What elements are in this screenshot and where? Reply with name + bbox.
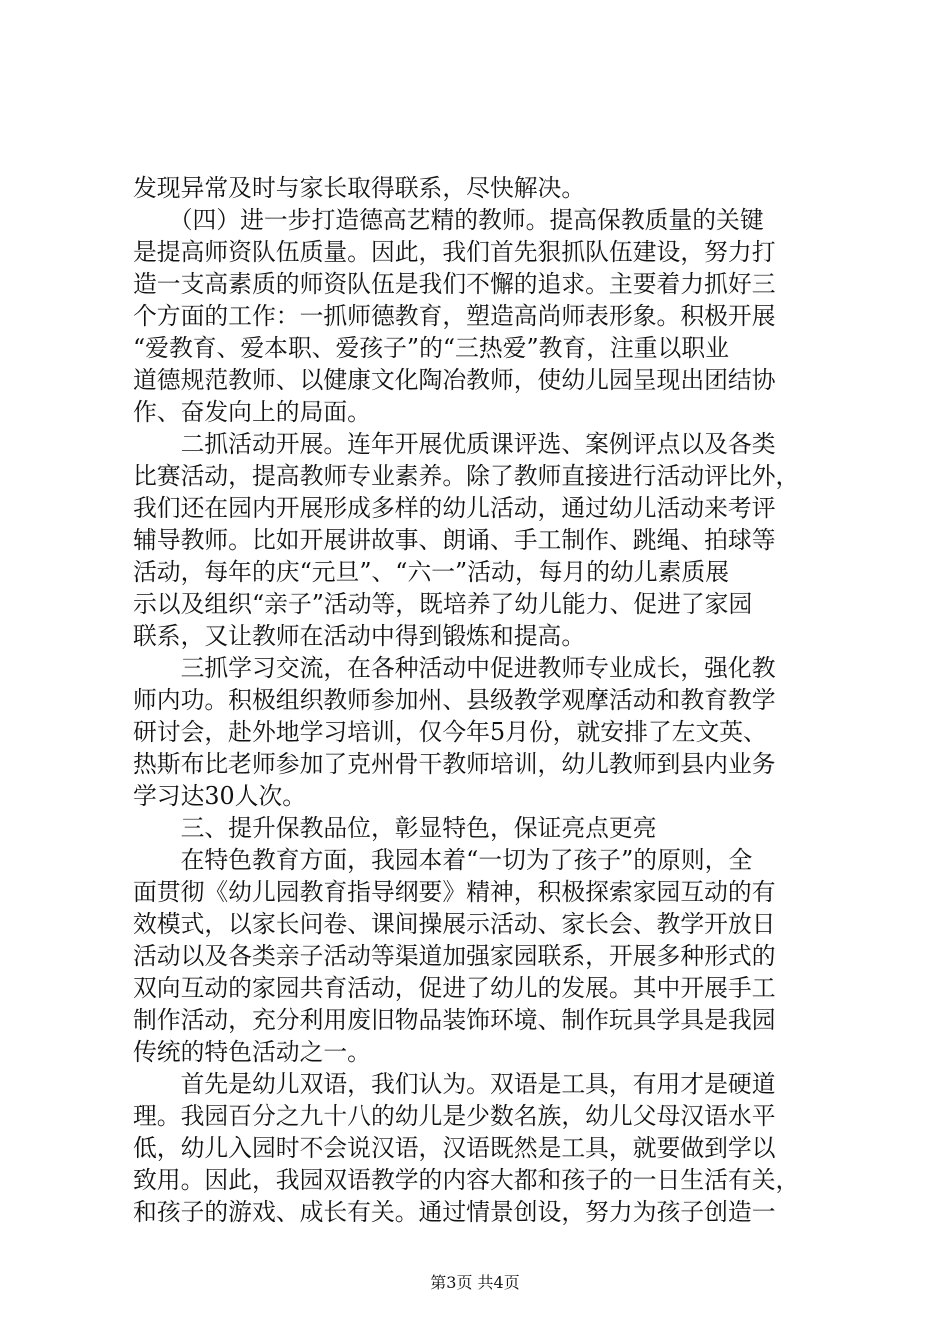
paragraph-heading-line: （四）进一步打造德高艺精的教师。提高保教质量的关键: [133, 206, 764, 234]
text-line: 示以及组织“亲子”活动等，既培养了幼儿能力、促进了家园: [133, 590, 753, 618]
text-line: 面贯彻《幼儿园教育指导纲要》精神，积极探索家园互动的有: [133, 878, 776, 906]
text-line: 个方面的工作：一抓师德教育，塑造高尚师表形象。积极开展: [133, 302, 776, 330]
text-line: 制作活动，充分利用废旧物品装饰环境、制作玩具学具是我园: [133, 1006, 776, 1034]
text-line: 双向互动的家园共育活动，促进了幼儿的发展。其中开展手工: [133, 974, 776, 1002]
text-line: 学习达30人次。: [133, 782, 307, 810]
text-line: 辅导教师。比如开展讲故事、朗诵、手工制作、跳绳、拍球等: [133, 526, 776, 554]
text-line: 和孩子的游戏、成长有关。通过情景创设，努力为孩子创造一: [133, 1198, 776, 1226]
section-heading: 三、提升保教品位，彰显特色，保证亮点更亮: [133, 814, 657, 842]
text-line: “爱教育、爱本职、爱孩子”的“三热爱”教育，注重以职业: [133, 334, 729, 362]
text-line: 活动，每年的庆“元旦”、“六一”活动，每月的幼儿素质展: [133, 558, 729, 586]
text-line: 作、奋发向上的局面。: [133, 398, 371, 426]
text-line: 三抓学习交流，在各种活动中促进教师专业成长，强化教: [133, 654, 776, 682]
text-line: 发现异常及时与家长取得联系，尽快解决。: [133, 174, 586, 202]
text-line: 致用。因此，我园双语教学的内容大都和孩子的一日生活有关，: [133, 1166, 800, 1194]
text-line: 低，幼儿入园时不会说汉语，汉语既然是工具，就要做到学以: [133, 1134, 776, 1162]
text-line: 传统的特色活动之一。: [133, 1038, 371, 1066]
text-line: 是提高师资队伍质量。因此，我们首先狠抓队伍建设，努力打: [133, 238, 776, 266]
text-line: 活动以及各类亲子活动等渠道加强家园联系，开展多种形式的: [133, 942, 776, 970]
text-line: 研讨会，赴外地学习培训，仅今年5月份，就安排了左文英、: [133, 718, 767, 746]
text-line: 道德规范教师、以健康文化陶冶教师，使幼儿园呈现出团结协: [133, 366, 776, 394]
text-line: 效模式，以家长问卷、课间操展示活动、家长会、教学开放日: [133, 910, 776, 938]
text-line: 热斯布比老师参加了克州骨干教师培训，幼儿教师到县内业务: [133, 750, 776, 778]
text-line: 师内功。积极组织教师参加州、县级教学观摩活动和教育教学: [133, 686, 776, 714]
text-line: 造一支高素质的师资队伍是我们不懈的追求。主要着力抓好三: [133, 270, 776, 298]
page-number-footer: 第3页 共4页: [430, 1273, 520, 1292]
text-line: 二抓活动开展。连年开展优质课评选、案例评点以及各类: [133, 430, 776, 458]
text-line: 理。我园百分之九十八的幼儿是少数名族，幼儿父母汉语水平: [133, 1102, 776, 1130]
text-line: 首先是幼儿双语，我们认为。双语是工具，有用才是硬道: [133, 1070, 776, 1098]
text-line: 比赛活动，提高教师专业素养。除了教师直接进行活动评比外，: [133, 462, 800, 490]
text-line: 我们还在园内开展形成多样的幼儿活动，通过幼儿活动来考评: [133, 494, 776, 522]
text-line: 联系，又让教师在活动中得到锻炼和提高。: [133, 622, 586, 650]
text-line: 在特色教育方面，我园本着“一切为了孩子”的原则，全: [133, 846, 753, 874]
